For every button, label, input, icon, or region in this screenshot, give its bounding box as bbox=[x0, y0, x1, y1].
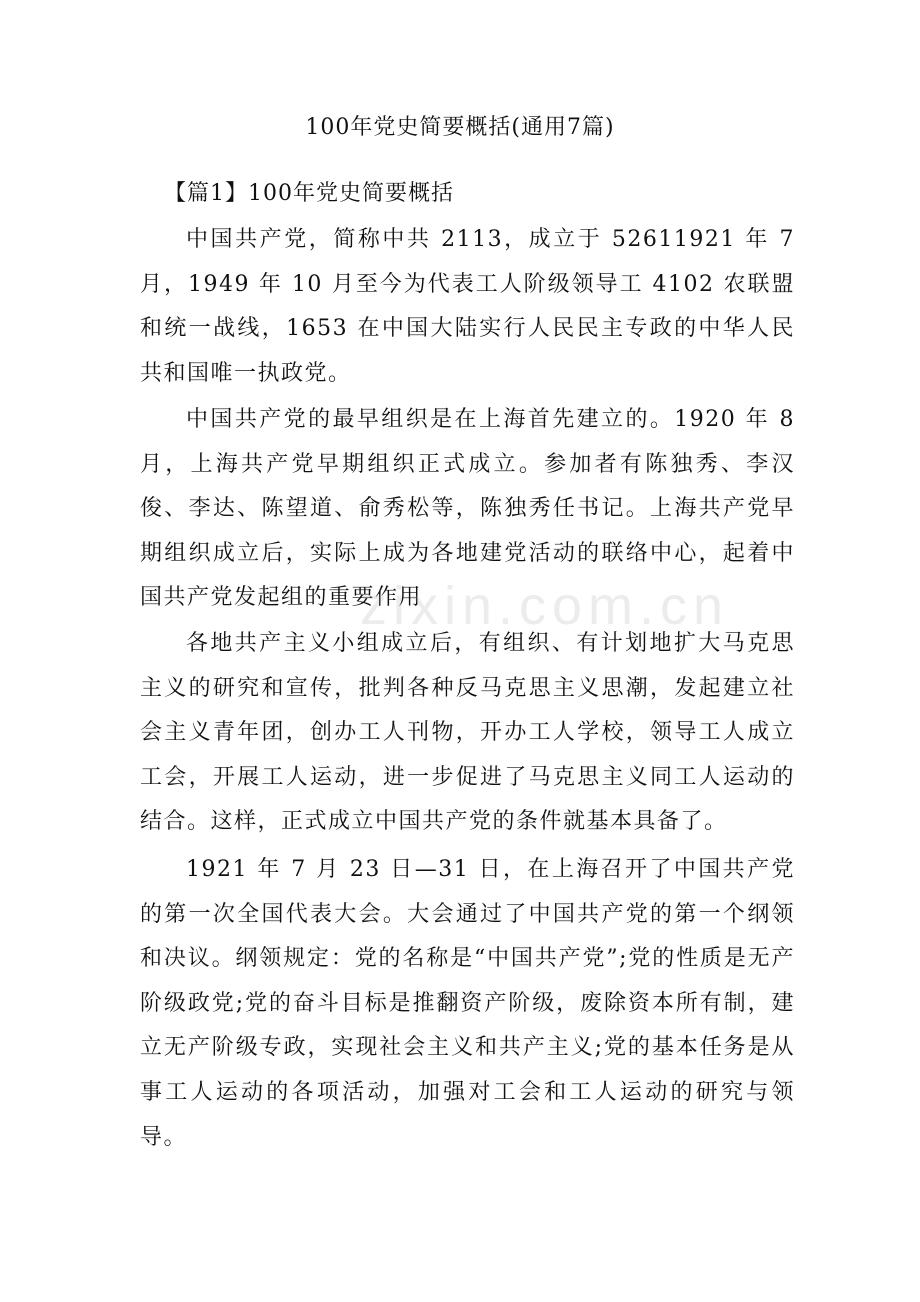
paragraph: 中国共产党，简称中共 2113，成立于 52611921 年 7 月，1949 年 10 月至今为代表工人阶级领导工 4102 农联盟和统一战线，1653 在中国大陆实行人民民主专政的中华人民共和国唯一执政党。 bbox=[140, 227, 795, 386]
section-heading: 【篇1】100年党史简要概括 bbox=[164, 181, 454, 206]
document-title: 100年党史简要概括(通用7篇) bbox=[305, 115, 615, 140]
paragraph: 各地共产主义小组成立后，有组织、有计划地扩大马克思主义的研究和宣传，批判各种反马克思主义思潮，发起建立社会主义青年团，创办工人刊物，开办工人学校，领导工人成立工会，开展工人运动，进一步促进了马克思主义同工人运动的结合。这样，正式成立中国共产党的条件就基本具备了。 bbox=[140, 631, 795, 835]
paragraph: 中国共产党的最早组织是在上海首先建立的。1920 年 8 月，上海共产党早期组织正式成立。参加者有陈独秀、李汉俊、李达、陈望道、俞秀松等，陈独秀任书记。上海共产党早期组织成立后，实际上成为各地建党活动的联络中心，起着中国共产党发起组的重要作用 bbox=[140, 407, 795, 611]
watermark: zixin.com.cn bbox=[360, 576, 730, 636]
paragraph: 1921 年 7 月 23 日—31 日，在上海召开了中国共产党的第一次全国代表大会。大会通过了中国共产党的第一个纲领和决议。纲领规定：党的名称是“中国共产党”;党的性质是无产阶级政党;党的奋斗目标是推翻资产阶级，废除资本所有制，建立无产阶级专政，实现社会主义和共产主义;党的基本任务是从事工人运动的各项活动，加强对工会和工人运动的研究与领导。 bbox=[140, 857, 795, 1150]
